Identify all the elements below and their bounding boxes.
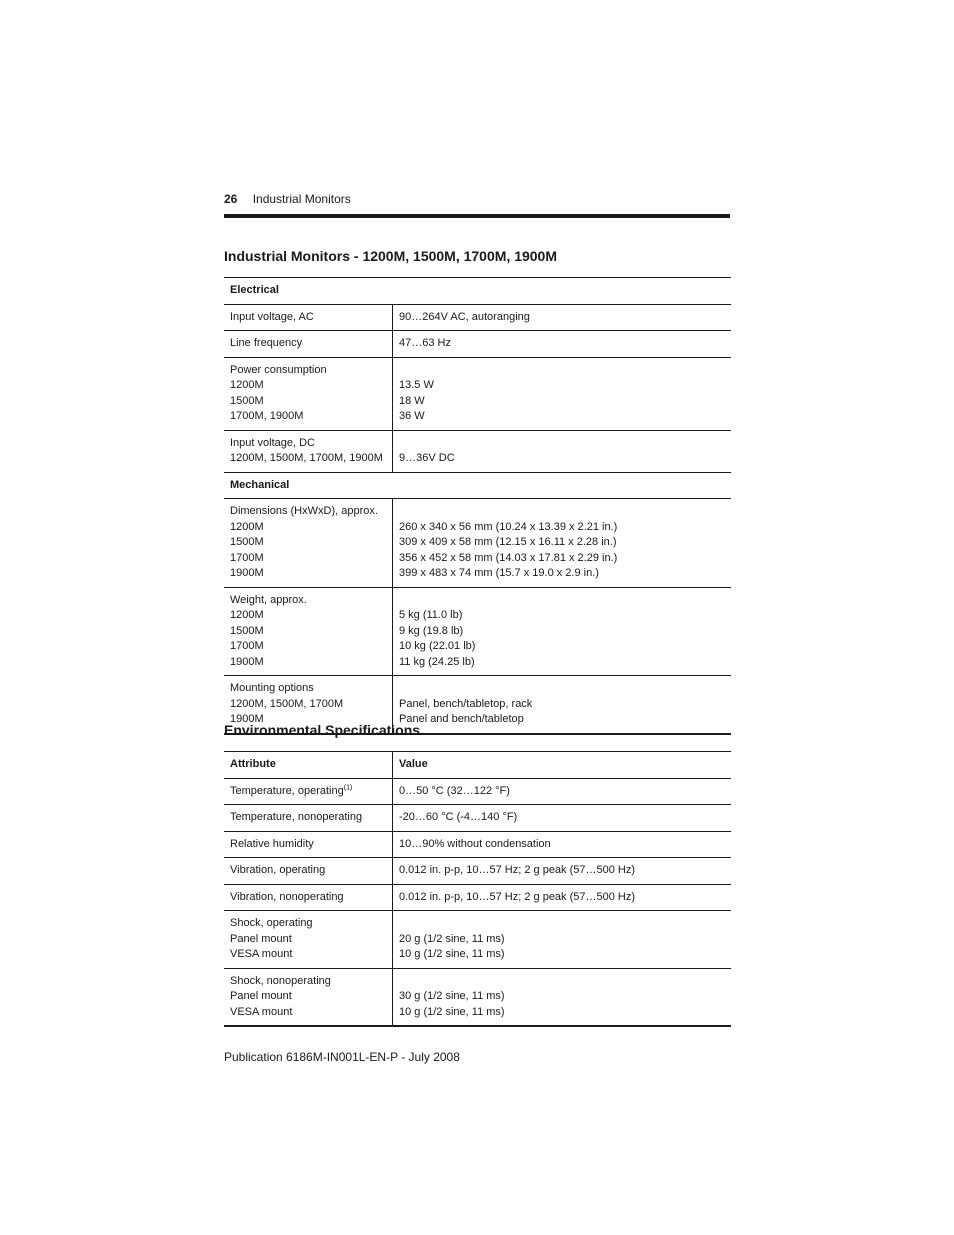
cell-line: 11 kg (24.25 lb) [399, 655, 475, 668]
table-row [224, 357, 731, 430]
value-cell [393, 499, 732, 588]
cell-line [399, 504, 725, 520]
cell-line: Panel and bench/tabletop [399, 713, 524, 725]
cell-line: 356 x 452 x 58 mm (14.03 x 17.81 x 2.29 in.) [399, 551, 618, 564]
table-row [224, 831, 731, 858]
value-cell [393, 831, 732, 858]
cell-line: Weight, approx. [230, 593, 307, 606]
value-cell [393, 911, 732, 969]
value-cell [393, 968, 732, 1026]
cell-line: 1700M [230, 551, 264, 564]
value-cell [393, 331, 732, 358]
value-cell [393, 858, 732, 885]
cell-line: Dimensions (HxWxD), approx. [230, 505, 378, 517]
cell-line: Panel, bench/tabletop, rack [399, 697, 533, 710]
running-head [224, 192, 351, 206]
table-header-row [224, 752, 731, 779]
cell-line: 309 x 409 x 58 mm (12.15 x 16.11 x 2.28 in.) [399, 536, 617, 548]
attribute-cell [224, 587, 393, 676]
table-row [224, 911, 731, 969]
cell-line: 0…50 °C (32…122 °F) [399, 784, 510, 797]
cell-line: 36 W [399, 410, 425, 422]
mechanical-section-row [224, 472, 731, 499]
value-cell [393, 430, 732, 472]
cell-line: 9 kg (19.8 lb) [399, 624, 464, 637]
cell-line: 30 g (1/2 sine, 11 ms) [399, 990, 505, 1002]
header-attribute: Attribute [224, 752, 393, 779]
attribute-cell [224, 831, 393, 858]
cell-line: Relative humidity [230, 837, 314, 850]
table-row [224, 430, 731, 472]
cell-line: Vibration, operating [230, 864, 326, 876]
attribute-cell [224, 430, 393, 472]
table-row [224, 805, 731, 832]
cell-line: Panel mount [230, 932, 292, 945]
attribute-cell [224, 778, 393, 805]
cell-line: Shock, nonoperating [230, 974, 331, 987]
cell-line: Temperature, nonoperating [230, 811, 363, 823]
cell-line [399, 916, 725, 932]
cell-line: 47…63 Hz [399, 337, 451, 349]
running-title: Industrial Monitors [252, 192, 351, 206]
cell-line: 260 x 340 x 56 mm (10.24 x 13.39 x 2.21 in.) [399, 520, 618, 533]
section-title-monitors: Industrial Monitors - 1200M, 1500M, 1700M, 1900M [224, 248, 558, 264]
cell-line [399, 363, 725, 379]
header-value: Value [393, 752, 732, 779]
attribute-cell [224, 968, 393, 1026]
cell-line: Vibration, nonoperating [230, 890, 344, 903]
table-row [224, 304, 731, 331]
monitor-spec-table [224, 277, 731, 735]
mechanical-label: Mechanical [224, 472, 731, 499]
attribute-cell [224, 331, 393, 358]
table-row [224, 968, 731, 1026]
cell-line: 20 g (1/2 sine, 11 ms) [399, 932, 505, 945]
cell-line: 0.012 in. p-p, 10…57 Hz; 2 g peak (57…500 Hz) [399, 890, 636, 903]
cell-line: Line frequency [230, 337, 303, 349]
environmental-spec-table [224, 751, 731, 1027]
cell-line: 1200M [230, 609, 264, 621]
cell-line: 10 g (1/2 sine, 11 ms) [399, 948, 505, 960]
cell-line: -20…60 °C (-4…140 °F) [399, 811, 518, 823]
cell-line: 10…90% without condensation [399, 837, 551, 850]
cell-line: 90…264V AC, autoranging [399, 310, 530, 323]
attribute-cell [224, 805, 393, 832]
header-rule [224, 214, 730, 218]
cell-line: 1500M [230, 394, 264, 407]
cell-line [399, 593, 725, 609]
table-row [224, 587, 731, 676]
cell-line [399, 681, 725, 697]
cell-line: 1200M [230, 379, 264, 391]
cell-line: 1700M [230, 640, 264, 652]
cell-line: VESA mount [230, 1005, 293, 1018]
value-cell [393, 587, 732, 676]
table-row [224, 884, 731, 911]
cell-line: 1900M [230, 713, 264, 725]
cell-line: 10 g (1/2 sine, 11 ms) [399, 1005, 505, 1018]
value-cell [393, 304, 732, 331]
cell-line: 18 W [399, 394, 425, 407]
cell-line: 0.012 in. p-p, 10…57 Hz; 2 g peak (57…500 Hz) [399, 864, 636, 876]
cell-line: 9…36V DC [399, 452, 455, 464]
attribute-cell [224, 884, 393, 911]
value-cell [393, 676, 732, 734]
cell-line: Shock, operating [230, 917, 313, 929]
attribute-cell [224, 499, 393, 588]
cell-line: Mounting options [230, 682, 314, 694]
cell-line: 1200M [230, 520, 264, 533]
cell-line: 399 x 483 x 74 mm (15.7 x 19.0 x 2.9 in.) [399, 567, 599, 579]
value-cell [393, 805, 732, 832]
cell-line: Temperature, operating$^{(1)}$ [230, 783, 353, 797]
cell-line: Power consumption [230, 363, 327, 376]
publication-footer: Publication 6186M-IN001L-EN-P - July 2008 [224, 1050, 460, 1064]
cell-line: Input voltage, AC [230, 310, 314, 323]
table-row [224, 858, 731, 885]
electrical-section-row [224, 278, 731, 305]
electrical-label: Electrical [224, 278, 731, 305]
cell-line: 5 kg (11.0 lb) [399, 609, 463, 621]
cell-line [399, 974, 725, 990]
cell-line: 13.5 W [399, 379, 434, 391]
cell-line: 1200M, 1500M, 1700M [230, 697, 344, 710]
table-row [224, 778, 731, 805]
cell-line: Input voltage, DC [230, 436, 315, 449]
attribute-cell [224, 911, 393, 969]
cell-line: 1900M [230, 567, 264, 579]
section-title-environmental: Environmental Specifications [224, 722, 421, 738]
cell-line: 1900M [230, 655, 264, 668]
cell-line: Panel mount [230, 990, 292, 1002]
value-cell [393, 357, 732, 430]
attribute-cell [224, 304, 393, 331]
cell-line: 1500M [230, 536, 264, 548]
attribute-cell [224, 858, 393, 885]
cell-line [399, 436, 725, 452]
attribute-cell [224, 357, 393, 430]
cell-line: 10 kg (22.01 lb) [399, 640, 476, 652]
table-row [224, 499, 731, 588]
page-number: 26 [224, 192, 238, 206]
cell-line: 1700M, 1900M [230, 410, 304, 422]
cell-line: VESA mount [230, 948, 293, 960]
table-row [224, 331, 731, 358]
value-cell [393, 778, 732, 805]
footnote-ref: (1) [343, 783, 353, 791]
cell-line: 1500M [230, 624, 264, 637]
cell-line: 1200M, 1500M, 1700M, 1900M [230, 452, 383, 464]
value-cell [393, 884, 732, 911]
